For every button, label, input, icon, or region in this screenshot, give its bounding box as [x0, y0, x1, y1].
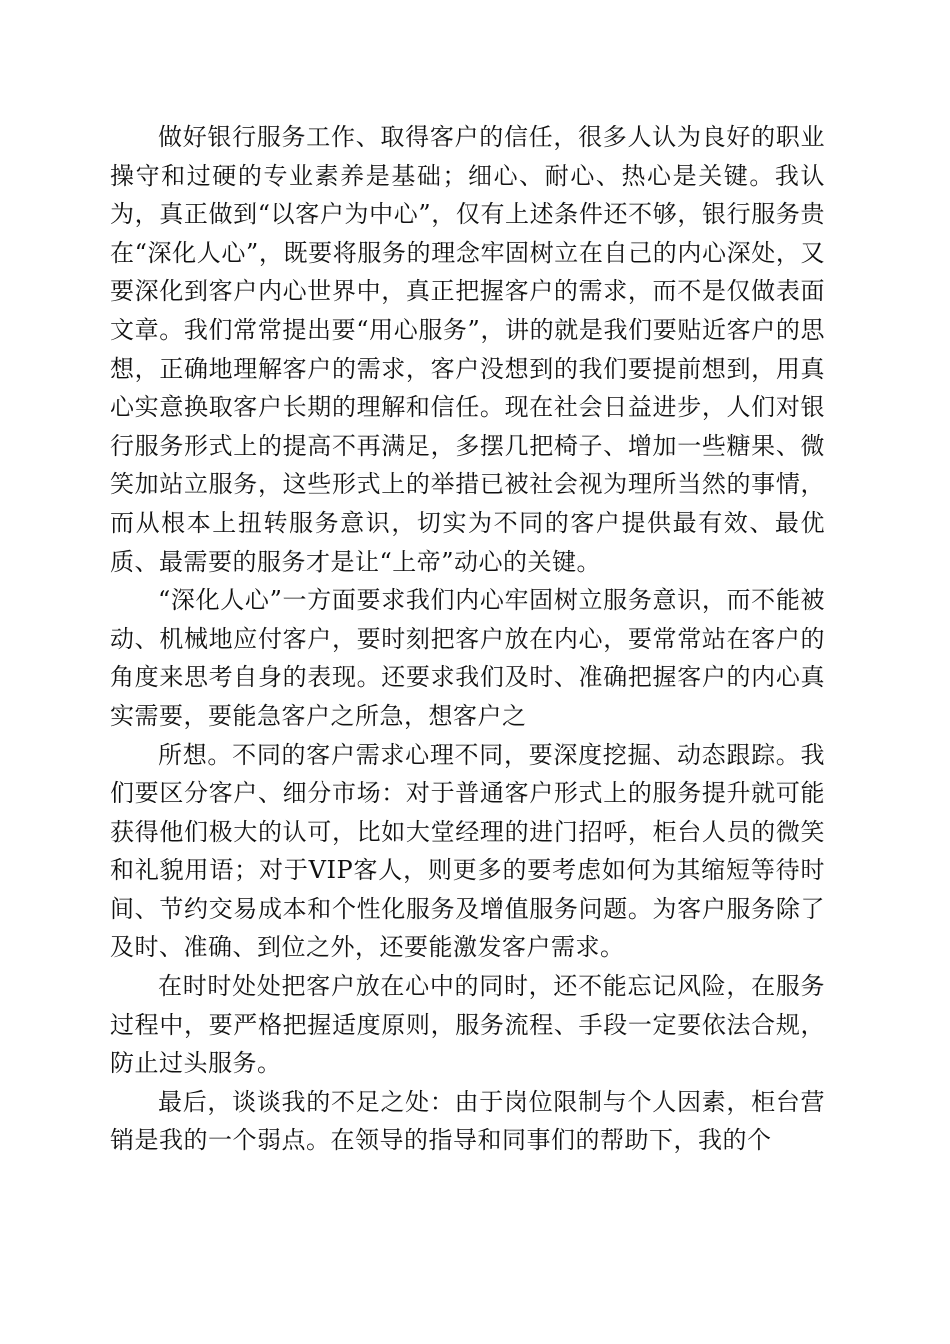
paragraph-deepen-heart: “深化人心”一方面要求我们内心牢固树立服务意识，而不能被动、机械地应付客户，要时刻把客户放在内心，要常常站在客户的角度来思考自身的表现。还要求我们及时、准确把握客户的内心真实需要，要能急客户之所急，想客户之: [110, 586, 825, 730]
document-body: [110, 118, 825, 1160]
paragraph-service-philosophy: 做好银行服务工作、取得客户的信任，很多人认为良好的职业操守和过硬的专业素养是基础；细心、耐心、热心是关键。我认为，真正做到“以客户为中心”，仅有上述条件还不够，银行服务贵在“深化人心”，既要将服务的理念牢固树立在自己的内心深处，又要深化到客户内心世界中，真正把握客户的需求，而不是仅做表面文章。我们常常提出要“用心服务”，讲的就是我们要贴近客户的思想，正确地理解客户的需求，客户没想到的我们要提前想到，用真心实意换取客户长期的理解和信任。现在社会日益进步，人们对银行服务形式上的提高不再满足，多摆几把椅子、增加一些糖果、微笑加站立服务，这些形式上的举措已被社会视为理所当然的事情，而从根本上扭转服务意识，切实为不同的客户提供最有效、最优质、最需要的服务才是让“上帝”动心的关键。: [110, 123, 825, 576]
paragraph-risk-compliance: 在时时处处把客户放在心中的同时，还不能忘记风险，在服务过程中，要严格把握适度原则，服务流程、手段一定要依法合规，防止过头服务。: [110, 972, 825, 1078]
paragraph-customer-segmentation: 所想。不同的客户需求心理不同，要深度挖掘、动态跟踪。我们要区分客户、细分市场：对于普通客户形式上的服务提升就可能获得他们极大的认可，比如大堂经理的进门招呼，柜台人员的微笑和礼貌用语；对于VIP客人，则更多的要考虑如何为其缩短等待时间、节约交易成本和个性化服务及增值服务问题。为客户服务除了及时、准确、到位之外，还要能激发客户需求。: [110, 740, 825, 962]
paragraph-shortcomings: 最后，谈谈我的不足之处：由于岗位限制与个人因素，柜台营销是我的一个弱点。在领导的指导和同事们的帮助下，我的个: [110, 1087, 825, 1155]
